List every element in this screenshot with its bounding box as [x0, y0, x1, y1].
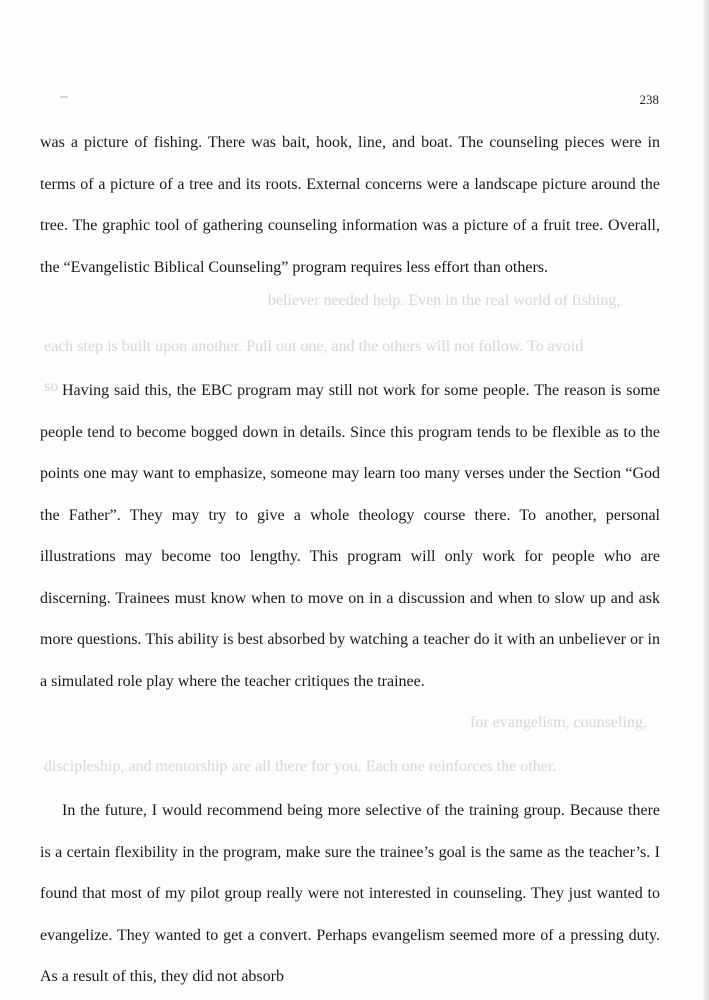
bleed-through-text: so: [44, 378, 59, 395]
bleed-through-text: believer needed help. Even in the real world of fishing,: [268, 292, 621, 309]
scan-smudge: [60, 96, 68, 98]
page-number: 238: [639, 92, 659, 107]
bleed-through-text: each step is built upon another. Pull out one, and the others will not follow. To avoid: [44, 338, 584, 355]
paragraph-continuation: was a picture of fishing. There was bait, hook, line, and boat. The counseling pieces were in terms of a picture of a tree and its roots. External concerns were a landscape picture around the tree. The graphic tool of gathering counseling information was a picture of a fruit tree. Overall, the “Evangelistic Biblical Counseling” program requires less effort than others.: [40, 134, 660, 276]
paragraph-ebc-limitations: Having said this, the EBC program may still not work for some people. The reason is some people tend to become bogged down in details. Since this program tends to be flexible as to the points one may want to emphasize, someone may learn too many verses under the Section “God the Father”. They may try to give a whole theology course there. To another, personal illustrations may become too lengthy. This program will only work for people who are discerning. Trainees must know when to move on in a discussion and when to slow up and ask more questions. This ability is best absorbed by watching a teacher do it with an unbeliever or in a simulated role play where the teacher critiques the trainee.: [40, 382, 660, 690]
bleed-through-text: discipleship, and mentorship are all there for you. Each one reinforces the other.: [44, 758, 557, 775]
bleed-through-text: for evangelism, counseling,: [470, 714, 647, 731]
paragraph-future-recommendation: In the future, I would recommend being more selective of the training group. Because there is a certain flexibility in the program, make sure the trainee’s goal is the same as the teacher’s. I found that most of my pilot group really were not interested in counseling. They just wanted to evangelize. They wanted to get a convert. Perhaps evangelism seemed more of a pressing duty. As a result of this, they did not absorb: [40, 802, 660, 985]
scan-edge: [703, 0, 709, 1000]
